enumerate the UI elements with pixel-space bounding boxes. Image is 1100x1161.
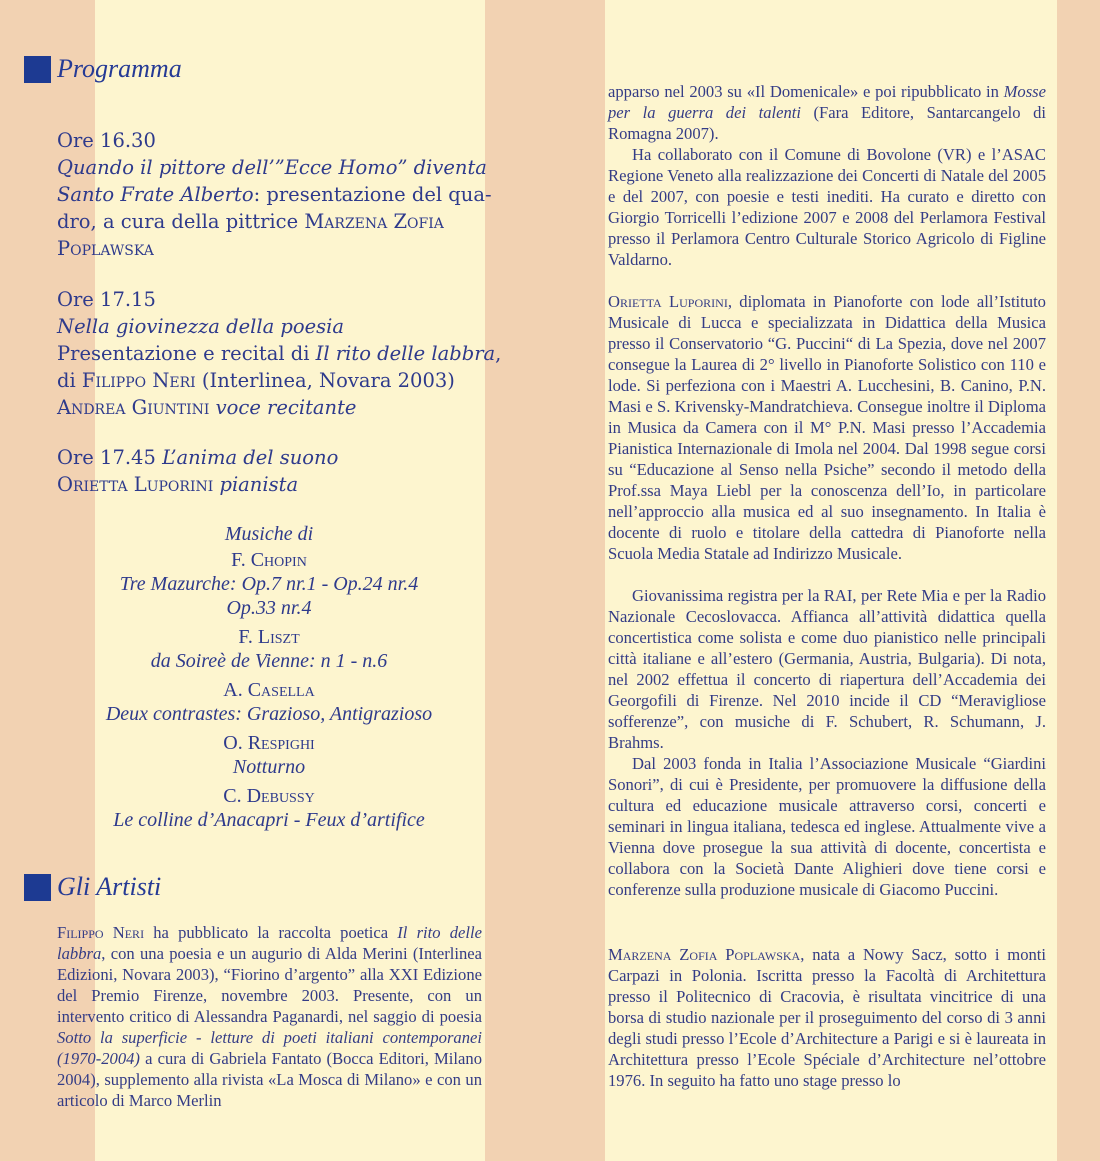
blue-square-bullet-icon [24, 874, 51, 901]
event-1 [57, 127, 492, 262]
composer-work: Deux contrastes: Grazioso, Antigrazioso [105, 703, 433, 725]
musiche-heading: Musiche di [224, 523, 314, 545]
event-1-line-2: Santo Frate Alberto: presentazione del qua- [57, 183, 492, 206]
blue-square-bullet-icon [24, 56, 51, 83]
bio-orietta-luporini: Orietta Luporini, diplomata in Pianoforte con lode all’Istituto Musicale di Lucca e specializzata in Didattica della Musica presso il Conservatorio “G. Puccini“ di La Spezia, dove nel 2007 consegue la Laurea di 2° livello in Pianoforte Solistico con 110 e lode. Si perfeziona con i Maestri A. Lucchesini, B. Canino, P.N. Masi e S. Krivensky-Mandratchieva. Consegue inoltre il Diploma in Musica da Camera con il M° P.N. Masi presso l’Accademia Pianistica Internazionale di Imola nel 2004. Dal 1998 segue corsi su “Educazione al Senso nella Psiche” secondo il metodo della Prof.ssa Maya Liebl per la conoscenza dell’Io, in particolare nell’approccio alla musica ed al suo insegnamento. In Italia è docente di ruolo e titolare della cattedra di Pianoforte nella Scuola Media Statale ad Indirizzo Musicale. [608, 292, 1046, 563]
composer-work: Notturno [232, 756, 306, 778]
event-1-time: Ore 16.30 [57, 129, 156, 152]
composer-work: da Soireè de Vienne: n 1 - n.6 [150, 650, 388, 672]
event-2-subtitle: Nella giovinezza della poesia [57, 315, 345, 338]
composer-name: C. Debussy [223, 785, 315, 807]
event-3-line-2: Orietta Luporini pianista [57, 473, 299, 496]
composer-name: F. Liszt [238, 626, 300, 648]
bio-neri-continued: apparso nel 2003 su «Il Domenicale» e poi ripubblicato in Mosse per la guerra dei talenti (Fara Editore, Santarcangelo di Romagna 2007). [608, 82, 1046, 143]
bio-luporini-association: Dal 2003 fonda in Italia l’Associazione Musicale “Giardini Sonori”, di cui è Presidente, per promuovere la diffusione della cultura ed educazione musicale attraverso corsi, concerti e seminari in lingua italiana, tedesca ed inglese. Attualmente vive a Vienna dove prosegue la sua attività di docente, concertista e collabora con la Società Dante Alighieri dove tiene corsi e conferenze sulla produzione musicale di Giacomo Puccini. [608, 754, 1046, 899]
event-3 [57, 444, 487, 498]
bio-neri-collaborations: Ha collaborato con il Comune di Bovolone (VR) e l’ASAC Regione Veneto alla realizzazione dei Concerti di Natale del 2005 e del 2007, con poesie e testi inediti. Ha curato e diretto con Giorgio Torricelli l’edizione 2007 e 2008 del Perlamora Festival presso il Perlamora Centro Culturale Storico Agricolo di Figline Valdarno. [608, 145, 1046, 269]
event-2-line-3: Presentazione e recital di Il rito delle labbra, [57, 342, 502, 365]
bio-marzena-poplawska: Marzena Zofia Poplawska, nata a Nowy Sacz, sotto i monti Carpazi in Polonia. Iscritta presso la Facoltà di Architettura presso il Politecnico di Cracovia, è risultata vincitrice di una borsa di studio nazionale per il proseguimento del corso di 3 anni degli studi presso l’Ecole d’Architecture a Parigi e si è laureata in Architettura presso l’Ecole Spéciale d’Architecture nel’ottobre 1976. In seguito ha fatto uno stage presso lo [608, 945, 1047, 1090]
programma-header [24, 52, 182, 86]
event-2-line-5: Andrea Giuntini voce recitante [57, 396, 357, 419]
composer-name: O. Respighi [223, 732, 315, 754]
event-2 [57, 286, 502, 421]
musiche-block [64, 521, 474, 832]
composer-name: A. Casella [223, 679, 315, 701]
composer-work: Le colline d’Anacapri - Feux d’artifice [113, 809, 425, 831]
bio-luporini-recordings: Giovanissima registra per la RAI, per Rete Mia e per la Radio Nazionale Cecoslovacca. Affianca all’attività didattica quella concertistica come solista e come duo pianistico nelle principali città italiane e all’estero (Germania, Austria, Bulgaria). Di nota, nel 2002 effettua il concerto di riapertura dell’Accademia dei Georgofili di Firenze. Nel 2010 incide il CD “Meravigliose sofferenze”, con musiche di F. Schubert, R. Schumann, J. Brahms. [608, 586, 1046, 752]
artisti-header [24, 870, 161, 904]
event-2-time: Ore 17.15 [57, 288, 156, 311]
bio-filippo-neri: Filippo Neri ha pubblicato la raccolta poetica Il rito delle labbra, con una poesia e un augurio di Alda Merini (Interlinea Edizioni, Novara 2003), “Fiorino d’argento” alla XXI Edizione del Premio Firenze, novembre 2003. Presente, con un intervento critico di Alessandra Paganardi, nel saggio di poesia Sotto la superficie - letture di poeti italiani contemporanei (1970-2004) a cura di Gabriela Fantato (Bocca Editori, Milano 2004), supplemento alla rivista «La Mosca di Milano» e con un articolo di Marco Merlin [57, 923, 482, 1110]
event-1-line-4: Poplawska [57, 237, 154, 260]
event-1-line-1: Quando il pittore dell’”Ecce Homo” diventa [57, 156, 487, 179]
composer-name: F. Chopin [231, 549, 307, 571]
programma-title: Programma [57, 54, 182, 83]
composer-work: Op.33 nr.4 [226, 597, 312, 619]
composer-work: Tre Mazurche: Op.7 nr.1 - Op.24 nr.4 [119, 573, 419, 595]
artisti-title: Gli Artisti [57, 872, 162, 901]
event-1-line-3: dro, a cura della pittrice Marzena Zofia [57, 210, 444, 233]
event-3-line-1: Ore 17.45 L’anima del suono [57, 446, 339, 469]
event-2-line-4: di Filippo Neri (Interlinea, Novara 2003) [57, 369, 455, 392]
